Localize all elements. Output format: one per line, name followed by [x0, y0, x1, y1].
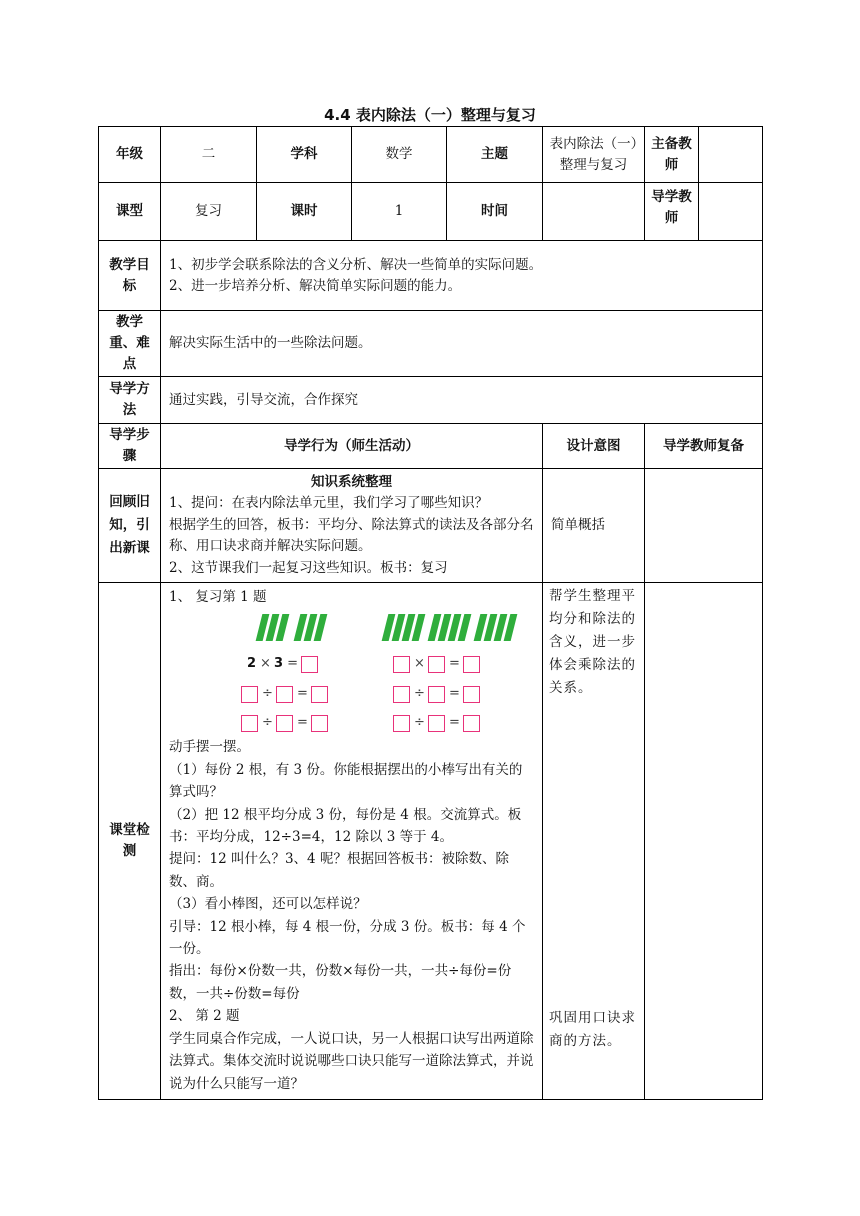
operator: =	[449, 686, 460, 702]
steps-label: 导学步骤	[99, 424, 161, 469]
content-line: 1、提问：在表内除法单元里，我们学习了哪些知识？	[169, 495, 489, 512]
practice-design-intent	[543, 583, 645, 1100]
table-row	[99, 241, 763, 311]
time-label: 时间	[447, 183, 543, 241]
table-row	[99, 424, 763, 469]
equation-row	[247, 653, 318, 675]
hours-label: 课时	[257, 183, 352, 241]
lesson-plan-table	[98, 126, 763, 1100]
answer-box	[463, 686, 480, 703]
design-intent-2: 巩固用口诀求商的方法。	[549, 1010, 636, 1049]
goal-item: 2、进一步培养分析、解决简单实际问题的能力。	[169, 277, 462, 294]
content-line: 2、 第 2 题	[169, 1008, 240, 1025]
operator: ×	[414, 656, 425, 672]
equation-row	[241, 712, 328, 734]
content-line: 提问：12 叫什么？3、4 呢？根据回答板书：被除数、除数、商。	[169, 851, 509, 890]
topic-value: 表内除法（一）整理与复习	[543, 127, 645, 183]
content-line: （3）看小棒图，还可以怎样说？	[169, 896, 367, 913]
table-row	[99, 377, 763, 424]
table-row	[99, 583, 763, 1100]
lesson-type-value: 复习	[161, 183, 257, 241]
subject-label: 学科	[257, 127, 352, 183]
answer-box	[301, 656, 318, 673]
content-line: 引导：12 根小棒，每 4 根一份，分成 3 份。板书：每 4 个一份。	[169, 918, 526, 958]
page-title: 4.4 表内除法（一）整理与复习	[324, 106, 536, 124]
content-line: （1）每份 2 根，有 3 份。你能根据摆出的小棒写出有关的算式吗？	[169, 761, 523, 801]
operator: =	[449, 656, 460, 672]
number: 2	[247, 656, 257, 672]
grade-value: 二	[161, 127, 257, 183]
operator: =	[287, 656, 298, 672]
topic-label: 主题	[447, 127, 543, 183]
activity-header: 导学行为（师生活动）	[161, 424, 543, 469]
answer-box	[393, 686, 410, 703]
keypoints-content: 解决实际生活中的一些除法问题。	[161, 311, 763, 377]
content-line: 1、 复习第 1 题	[169, 589, 267, 605]
review-header: 导学教师复备	[645, 424, 763, 469]
practice-content	[161, 583, 543, 1100]
grade-label: 年级	[99, 127, 161, 183]
lead-teacher-label: 主备教师	[645, 127, 699, 183]
method-label: 导学方法	[99, 377, 161, 424]
content-line: 动手摆一摆。	[169, 739, 250, 756]
operator: =	[297, 715, 308, 731]
table-row	[99, 311, 763, 377]
sticks-figure	[169, 608, 534, 736]
operator: =	[297, 686, 308, 702]
answer-box	[463, 656, 480, 673]
design-header: 设计意图	[543, 424, 645, 469]
operator: ÷	[414, 715, 425, 731]
lesson-type-label: 课型	[99, 183, 161, 241]
practice-teacher-notes	[645, 583, 763, 1100]
equation-row	[241, 683, 328, 705]
equation-row	[393, 653, 480, 675]
number: 3	[274, 656, 284, 672]
operator: ÷	[262, 686, 273, 702]
goal-item: 1、初步学会联系除法的含义分析、解决一些简单的实际问题。	[169, 256, 543, 273]
review-teacher-notes	[645, 469, 763, 583]
time-value	[543, 183, 645, 241]
equation-row	[393, 683, 480, 705]
answer-box	[311, 715, 328, 732]
operator: =	[449, 715, 460, 731]
answer-box	[241, 715, 258, 732]
answer-box	[311, 686, 328, 703]
answer-box	[276, 686, 293, 703]
subject-value: 数学	[352, 127, 447, 183]
operator: ÷	[414, 686, 425, 702]
section-heading: 知识系统整理	[311, 473, 392, 490]
practice-label: 课堂检测	[99, 583, 161, 1100]
table-row	[99, 127, 763, 183]
hours-value: 1	[352, 183, 447, 241]
review-section-label: 回顾旧知，引出新课	[99, 469, 161, 583]
goals-content	[161, 241, 763, 311]
lead-teacher-value	[699, 127, 763, 183]
content-line: 根据学生的回答，板书：平均分、除法算式的读法及各部分名称、用口诀求商并解决实际问题。	[169, 516, 534, 555]
answer-box	[393, 656, 410, 673]
guide-teacher-label: 导学教师	[645, 183, 699, 241]
operator: ÷	[262, 715, 273, 731]
answer-box	[393, 715, 410, 732]
goals-label: 教学目标	[99, 241, 161, 311]
operator: ×	[260, 656, 271, 672]
content-line: 学生同桌合作完成，一人说口诀，另一人根据口诀写出两道除法算式。集体交流时说说哪些口诀只能写一道除法算式，并说说为什么只能写一道？	[169, 1030, 534, 1092]
table-row	[99, 183, 763, 241]
answer-box	[428, 715, 445, 732]
content-line: （2）把 12 根平均分成 3 份，每份是 4 根。交流算式。板书：平均分成，12÷3=4，12 除以 3 等于 4。	[169, 806, 522, 846]
answer-box	[463, 715, 480, 732]
answer-box	[276, 715, 293, 732]
answer-box	[428, 686, 445, 703]
answer-box	[241, 686, 258, 703]
guide-teacher-value	[699, 183, 763, 241]
review-section-content	[161, 469, 543, 583]
method-content: 通过实践，引导交流，合作探究	[161, 377, 763, 424]
table-row	[99, 469, 763, 583]
review-design-intent: 简单概括	[543, 469, 645, 583]
design-intent-1: 帮学生整理平均分和除法的含义，进一步体会乘除法的关系。	[549, 588, 636, 696]
content-line: 2、这节课我们一起复习这些知识。板书：复习	[169, 559, 448, 576]
answer-box	[428, 656, 445, 673]
keypoints-label: 教学重、难点	[99, 311, 161, 377]
content-line: 指出：每份×份数一共，份数×每份一共，一共÷每份=份数，一共÷份数=每份	[169, 963, 512, 1002]
equation-row	[393, 712, 480, 734]
